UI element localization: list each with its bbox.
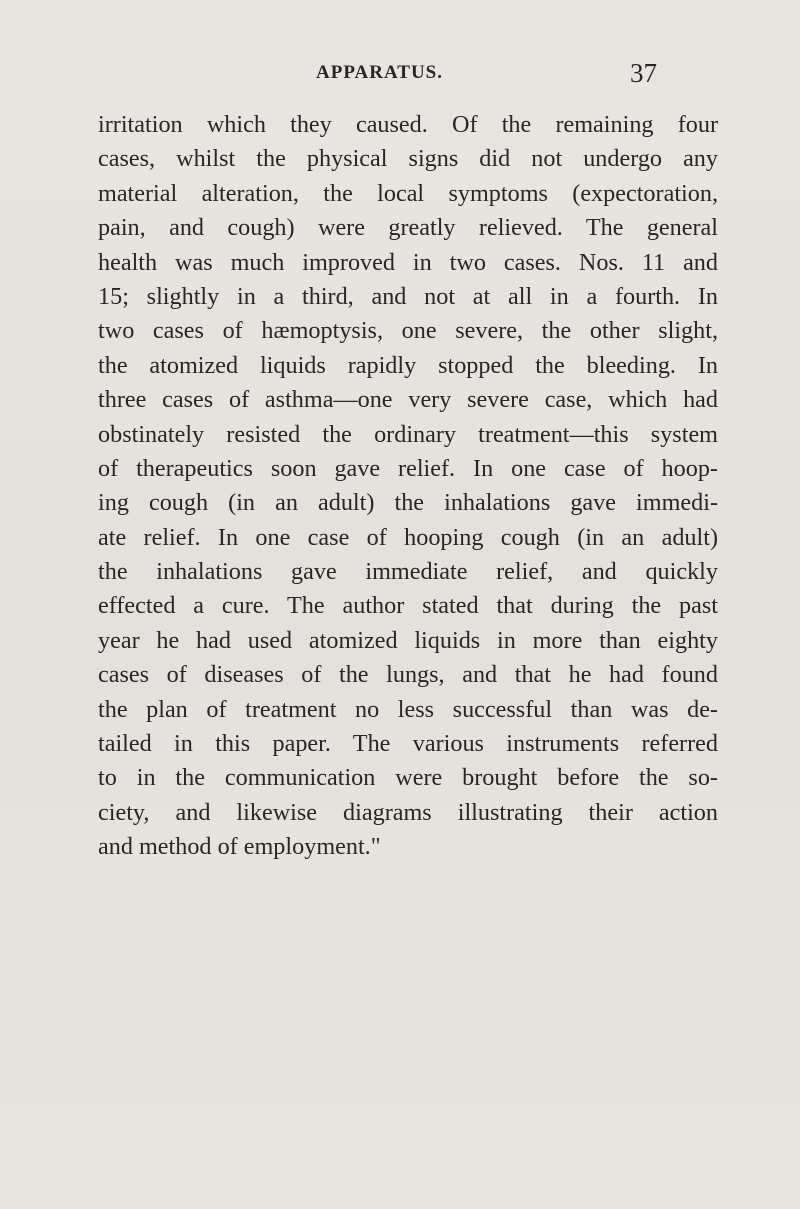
text-line: effected a cure. The author stated that during the past [98,592,718,620]
text-line: the atomized liquids rapidly stopped the bleeding. In [98,351,718,379]
text-line: 15; slightly in a third, and not at all in a fourth. In [98,282,718,310]
text-line: the plan of treatment no less successful than was de- [98,695,718,723]
text-line: cases, whilst the physical signs did not undergo any [98,145,718,173]
text-line: health was much improved in two cases. Nos. 11 and [98,248,718,276]
text-line: two cases of hæmoptysis, one severe, the other slight, [98,317,718,345]
text-line: ate relief. In one case of hooping cough (in an adult) [98,523,718,551]
body-text [98,108,718,865]
text-line: of therapeutics soon gave relief. In one case of hoop- [98,454,718,482]
text-line: ing cough (in an adult) the inhalations gave immedi- [98,489,718,517]
running-head [0,58,800,98]
text-line: year he had used atomized liquids in more than eighty [98,626,718,654]
text-line: irritation which they caused. Of the remaining four [98,111,718,138]
text-line: and method of employment." [98,833,381,861]
running-head-title: APPARATUS. [316,62,443,83]
text-line: material alteration, the local symptoms (expectoration, [98,179,718,207]
text-line: three cases of asthma—one very severe case, which had [98,386,718,414]
text-line: pain, and cough) were greatly relieved. The general [98,214,718,242]
page-number: 37 [630,58,657,88]
text-line: to in the communication were brought before the so- [98,764,718,792]
text-line: tailed in this paper. The various instruments referred [98,730,718,758]
text-line: ciety, and likewise diagrams illustrating their action [98,798,718,826]
text-line: the inhalations gave immediate relief, and quickly [98,558,718,586]
text-line: cases of diseases of the lungs, and that he had found [98,661,718,689]
text-line: obstinately resisted the ordinary treatment—this system [98,420,718,448]
